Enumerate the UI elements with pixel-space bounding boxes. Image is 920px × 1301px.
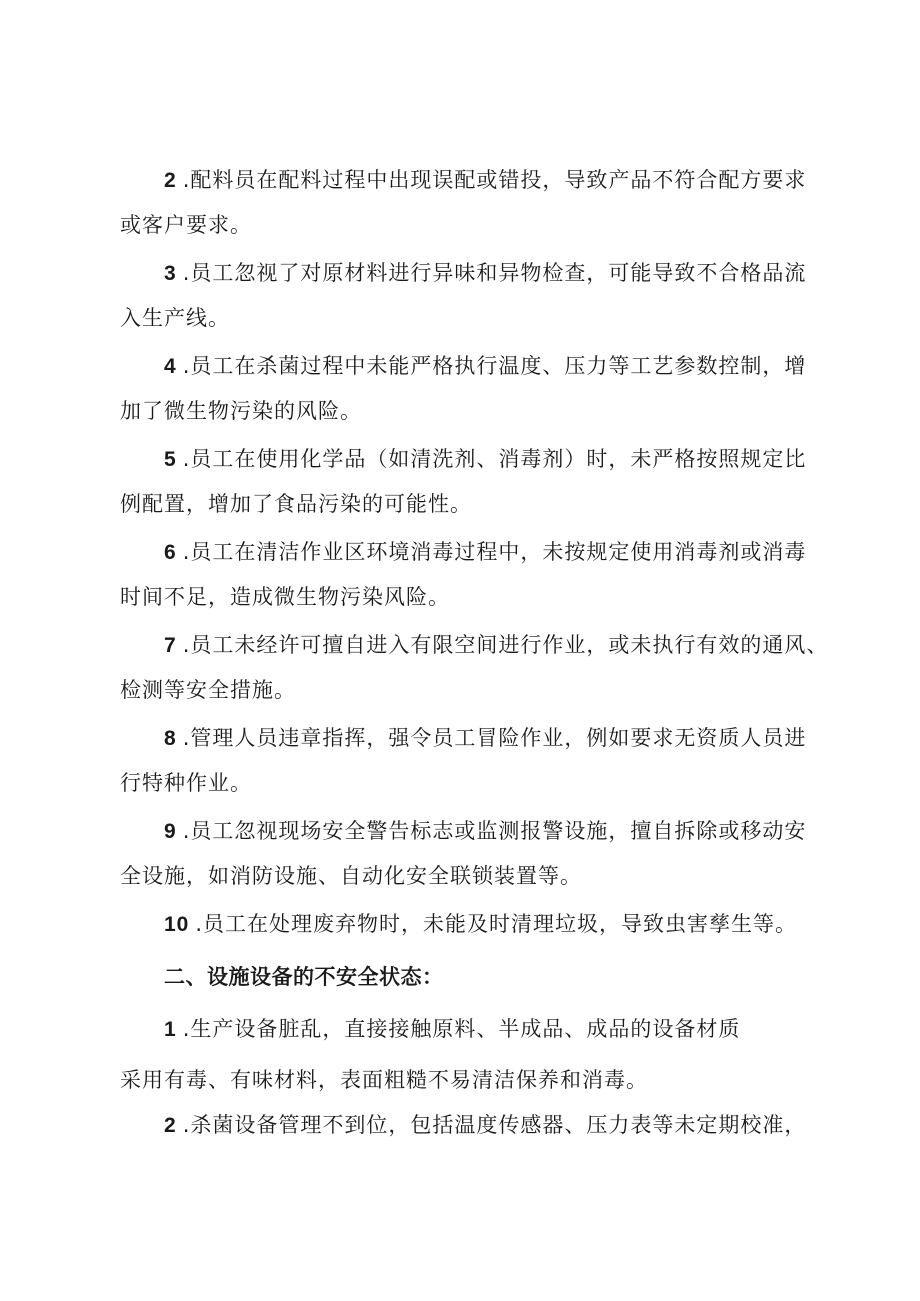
list-item-5-line-2: 例配置，增加了食品污染的可能性。	[120, 492, 472, 516]
list-item-8-line-1	[164, 723, 864, 754]
list-item-7-line-2: 检测等安全措施。	[120, 678, 296, 702]
list-item-5-line-1	[164, 444, 864, 475]
list-item-7-line-1	[164, 630, 864, 661]
list-item-2-line-1	[164, 165, 864, 196]
list-item-number: 5	[164, 448, 177, 471]
list-item-number: 1	[164, 1018, 177, 1041]
list-item-9-line-1	[164, 816, 864, 847]
list-item-text: .杀菌设备管理不到位，包括温度传感器、压力表等未定期校准，	[182, 1113, 807, 1137]
list-item-text: .管理人员违章指挥，强令员工冒险作业，例如要求无资质人员进	[182, 726, 807, 750]
list-item-4-line-2: 加了微生物污染的风险。	[120, 399, 362, 423]
list-item-6-line-1	[164, 537, 864, 568]
list-item-text: .配料员在配料过程中出现误配或错投，导致产品不符合配方要求	[182, 168, 807, 192]
list-item-number: 6	[164, 541, 177, 564]
list-item-2-line-2: 或客户要求。	[120, 213, 252, 237]
section-item-1-line-1	[164, 1014, 864, 1045]
list-item-number: 9	[164, 820, 177, 843]
list-item-6-line-2: 时间不足，造成微生物污染风险。	[120, 585, 450, 609]
list-item-9-line-2: 全设施，如消防设施、自动化安全联锁装置等。	[120, 864, 582, 888]
list-item-text: .员工在杀菌过程中未能严格执行温度、压力等工艺参数控制，增	[182, 354, 807, 378]
list-item-text: .员工忽视了对原材料进行异味和异物检查，可能导致不合格品流	[182, 261, 807, 285]
list-item-4-line-1	[164, 351, 864, 382]
list-item-text: .生产设备脏乱，直接接触原料、半成品、成品的设备材质	[182, 1017, 741, 1041]
list-item-3-line-1	[164, 258, 864, 289]
section-heading: 二、设施设备的不安全状态：	[164, 965, 444, 989]
list-item-text: .员工在清洁作业区环境消毒过程中，未按规定使用消毒剂或消毒	[182, 540, 807, 564]
list-item-number: 4	[164, 355, 177, 378]
list-item-number: 8	[164, 727, 177, 750]
list-item-number: 3	[164, 262, 177, 285]
list-item-text: .员工未经许可擅自进入有限空间进行作业，或未执行有效的通风、	[182, 633, 829, 657]
list-item-number: 2	[164, 1114, 177, 1137]
list-item-3-line-2: 入生产线。	[120, 306, 230, 330]
list-item-text: .员工在使用化学品（如清洗剂、消毒剂）时，未严格按照规定比	[182, 447, 807, 471]
list-item-10-line-1	[164, 909, 864, 940]
list-item-number: 2	[164, 169, 177, 192]
list-item-number: 10	[164, 913, 190, 936]
list-item-8-line-2: 行特种作业。	[120, 771, 252, 795]
list-item-text: .员工在处理废弃物时，未能及时清理垃圾，导致虫害孳生等。	[195, 912, 798, 936]
list-item-text: .员工忽视现场安全警告标志或监测报警设施，擅自拆除或移动安	[182, 819, 807, 843]
list-item-number: 7	[164, 634, 177, 657]
section-item-1-line-2: 采用有毒、有味材料，表面粗糙不易清洁保养和消毒。	[120, 1068, 648, 1092]
section-item-2-line-1	[164, 1110, 864, 1141]
